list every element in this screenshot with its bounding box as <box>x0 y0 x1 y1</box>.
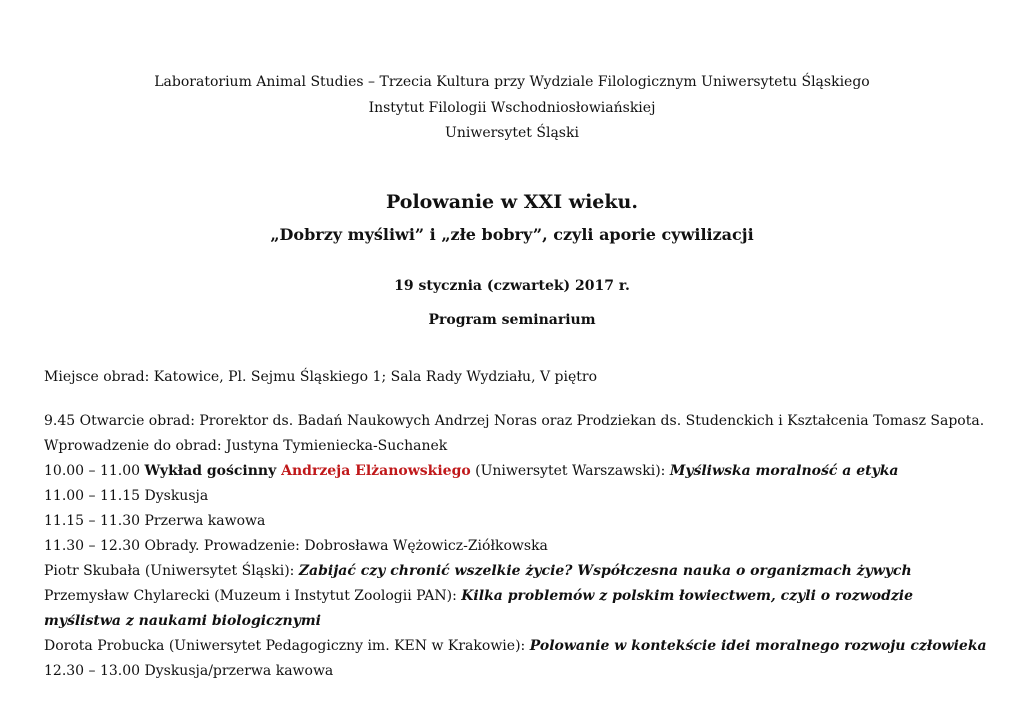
venue-line: Miejsce obrad: Katowice, Pl. Sejmu Śląskiego 1; Sala Rady Wydziału, V piętro <box>44 369 598 385</box>
talk-topic: Kilka problemów z polskim łowiectwem, czyli o rozwodzie myślistwa z naukami biologicznymi <box>44 588 914 629</box>
lecture-topic: Myśliwska moralność a etyka <box>669 463 899 479</box>
lecture-time: 10.00 – 11.00 <box>44 463 145 479</box>
event-date: 19 stycznia (czwartek) 2017 r. <box>394 278 630 294</box>
lecture-label: Wykład gościnny <box>144 463 282 479</box>
talk-topic: Polowanie w kontekście idei moralnego rozwoju człowieka <box>529 638 987 654</box>
lecture-speaker: Andrzeja Elżanowskiego <box>281 463 471 479</box>
lecture-line <box>44 463 994 479</box>
header-organization: Laboratorium Animal Studies – Trzecia Kultura przy Wydziale Filologicznym Uniwersytetu Śląskiego <box>154 74 870 90</box>
final-discussion-line: 12.30 – 13.00 Dyskusja/przerwa kawowa <box>44 663 334 679</box>
lecture-affiliation: (Uniwersytet Warszawski): <box>470 463 670 479</box>
opening-line: 9.45 Otwarcie obrad: Prorektor ds. Badań Naukowych Andrzej Noras oraz Prodziekan ds. Studenckich i Kształcenia Tomasz Sapota. <box>44 413 985 429</box>
session-line: 11.30 – 12.30 Obrady. Prowadzenie: Dobrosława Wężowicz-Ziółkowska <box>44 538 548 554</box>
talk-speaker: Piotr Skubała (Uniwersytet Śląski): <box>44 563 299 579</box>
page-title: Polowanie w XXI wieku. <box>386 191 638 213</box>
page-subtitle: „Dobrzy myśliwi” i „złe bobry”, czyli aporie cywilizacji <box>270 225 754 244</box>
discussion-line: 11.00 – 11.15 Dyskusja <box>44 488 209 504</box>
intro-line: Wprowadzenie do obrad: Justyna Tymieniecka-Suchanek <box>44 438 448 454</box>
talk-skubala <box>44 563 994 579</box>
talk-topic: Zabijać czy chronić wszelkie życie? Współczesna nauka o organizmach żywych <box>298 563 912 579</box>
talk-speaker: Przemysław Chylarecki (Muzeum i Instytut Zoologii PAN): <box>44 588 462 604</box>
header-institute: Instytut Filologii Wschodniosłowiańskiej <box>368 100 656 116</box>
coffee-break-line: 11.15 – 11.30 Przerwa kawowa <box>44 513 266 529</box>
header-university: Uniwersytet Śląski <box>445 125 579 141</box>
talk-chylarecki <box>44 584 984 634</box>
talk-speaker: Dorota Probucka (Uniwersytet Pedagogiczny im. KEN w Krakowie): <box>44 638 530 654</box>
talk-probucka <box>44 638 994 654</box>
program-heading: Program seminarium <box>428 312 596 328</box>
